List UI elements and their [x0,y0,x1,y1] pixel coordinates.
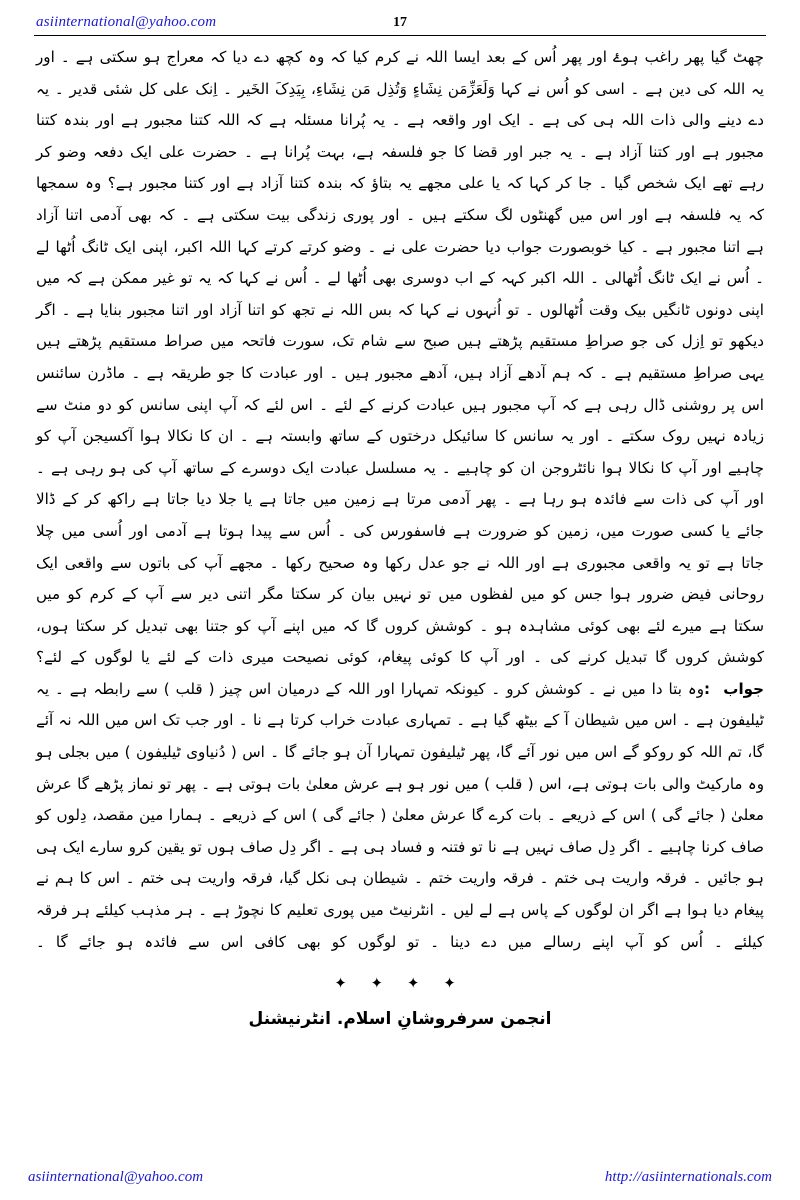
answer-text: وہ بتا دا میں نے ۔ کوشش کرو ۔ کیونکہ تمہارا اور اللہ کے درمیان اس چیز ( قلب ) سے رابطہ ہے ۔ یہ ٹیلیفون ہے ۔ اس میں شیطان آ کے بیٹھ گیا ہے ۔ تمہاری عبادت خراب کرتا ہے نا ۔ اور جب تک اس میں اللہ نہ آئے گا، تم اللہ کو روکو گے اس میں نور آئے گا، پھر ٹیلیفون تمہارا آن ہو جائے گا ۔ اس ( دُنیاوی ٹیلیفون ) میں بجلی ہو وہ مارکیٹ والی بات ہوتی ہے، اس ( قلب ) میں نور ہو ہے عرش معلیٰ بات ہوتی ہے ۔ پھر تو نماز پڑھے گا عرش معلیٰ ( جائے گی ) اس کے ذریعے ۔ بات کرے گا عرش معلیٰ ( جائے گی ) اس کے ذریعے ۔ ہمارا مین مقصد، دِلوں کو صاف کرنا چاہیے ۔ اگر دِل صاف نہیں ہے نا تو فتنہ و فساد ہی ہے ۔ اگر دِل صاف ہوں تو یقین کرو سارے ایک ہی ہو جائیں ۔ فرقہ واریت ہی ختم ۔ فرقہ واریت ختم ۔ شیطان ہی نکل گیا، فرقہ واریت ہی ختم ۔ اس کا ہم نے پیغام دیا ہوا ہے اگر ان لوگوں کے پاس ہے لے لیں ۔ انٹرنیٹ میں پوری تعلیم کا نچوڑ ہے ۔ ہر مذہب کیلئے ہر فرقہ کیلئے ۔ اُس کو آپ اپنے رسالے میں دے دینا ۔ تو لوگوں کو بھی کافی اس سے فائدہ ہو جائے گا ۔ [36,679,764,951]
footer-email[interactable]: asiinternational@yahoo.com [28,1169,204,1185]
page-number: 17 [393,15,407,30]
footer-website[interactable]: http://asiinternationals.com [604,1169,772,1185]
body-paragraph-1: چھٹ گیا پھر راغب ہوۓ اور پھر اُس کے بعد ایسا اللہ نے کرم کیا کہ وہ کچھ دے دیا کہ معراج ہو سکتی ہے ۔ اور یہ اللہ کی دین ہے ۔ اسی کو اُس نے کہا وَلَعَزِّمَن نِشَاءٍ وَتُذِل مَن نِشَاءِ، بِیَدِکَ الخَیر ۔ اِنک علی کل شئی قدیر ۔ یہ دے دینے والی ذات اللہ ہی کی ہے ۔ ایک اور واقعہ ہے ۔ یہ پُرانا مسئلہ ہے کہ اللہ کتنا مجبور ہے اور بندہ کتنا مجبور ہے اور کتنا آزاد ہے ۔ یہ جبر اور قضا کا جو فلسفہ ہے، بہت پُرانا ہے ۔ حضرت علی ایک دفعہ وضو کر رہے تھے ایک شخص گیا ۔ جا کر کہا کہ یا علی مجھے یہ بتاؤ کہ بندہ کتنا آزاد ہے اور کتنا مجبور ہے؟ وہ سمجھا کہ یہ فلسفہ ہے اور اس میں گھنٹوں لگ سکتے ہیں ۔ اور پوری زندگی بیت سکتی ہے ۔ کہ بھی آدمی اتنا آزاد ہے اتنا مجبور ہے ۔ کیا خوبصورت جواب دیا حضرت علی نے ۔ وضو کرتے کرتے کہا اللہ اکبر، اپنی ایک ٹانگ اُٹھا لے ۔ اُس نے ایک ٹانگ اُٹھالی ۔ اللہ اکبر کہہ کے اب دوسری بھی اُٹھا لے ۔ اُس نے کہا کہ یہ تو غیر ممکن ہے کہ میں اپنی دونوں ٹانگیں بیک وقت اُٹھالوں ۔ تو اُنہوں نے کہا کہ بس اللہ نے تجھ کو اتنا آزاد اور اتنا مجبور بنایا ہے ۔ اگر دیکھو تو اِزل کی جو صراطِ مستقیم پڑھتے ہیں صبح سے شام تک، سورت فاتحہ میں صراط مستقیم پڑھتے ہیں یہی صراطِ مستقیم ہے ۔ کہ ہم آدھے آزاد ہیں، آدھے مجبور ہیں ۔ اور عبادت کا جو طریقہ ہے ۔ ماڈرن سائنس اس پر روشنی ڈال رہی ہے کہ آپ مجبور ہیں عبادت کرنے کے لئے ۔ اس لئے کہ آپ اپنی سانس کو دو منٹ سے زیادہ نہیں روک سکتے ۔ اور یہ سانس کا سائیکل درختوں کے ساتھ وابستہ ہے ۔ ان کا نکالا ہوا آکسیجن آپ کو چاہیے اور آپ کا نکالا ہوا نائٹروجن ان کو چاہیے ۔ یہ مسلسل عبادت ایک دوسرے کے ساتھ آپ کی ہو رہی ہے ۔ اور آپ کی ذات سے فائدہ ہو رہا ہے ۔ پھر آدمی مرتا ہے زمین میں جاتا ہے یا جلا دیا جاتا ہے راکھ کر کے ڈالا جائے یا کسی صورت میں، زمین کو ضرورت ہے فاسفورس کی ۔ اُس سے پیدا ہوتا ہے آدمی اور اُسی میں چلا جاتا ہے تو یہ واقعی مجبوری ہے اور اللہ نے جو عدل رکھا وہ صحیح رکھا ۔ مجھے آپ کی باتوں سے واقعی ایک روحانی فیض ضرور ہوا جس کو میں لفظوں میں تو نہیں بیان کر سکتا مگر اتنی دیر سے آپ کے کرم کو میں سکتا ہے میرے لئے بھی کوئی مشاہدہ ہو ۔ کوشش کروں گا کہ میں اپنے آپ کو جتنا بھی تبدیل کر سکتا ہوں، کوشش کروں گا تبدیل کرنے کی ۔ اور آپ کا کوئی پیغام، کوئی نصیحت میری ذات کے لئے یا لوگوں کے لئے؟ [36,48,764,667]
question-answer-block [28,674,772,958]
organization-name: انجمن سرفروشانِ اسلام. انٹرنیشنل [248,1009,552,1030]
header-email: asiinternational@yahoo.com [36,14,217,30]
answer-label: جواب : [704,679,764,698]
ornament-divider: ✦ ✦ ✦ ✦ [334,976,466,993]
page-footer [28,1169,772,1186]
body-text [28,42,772,674]
layout-spacer [28,1043,772,1190]
header-divider [34,35,766,36]
